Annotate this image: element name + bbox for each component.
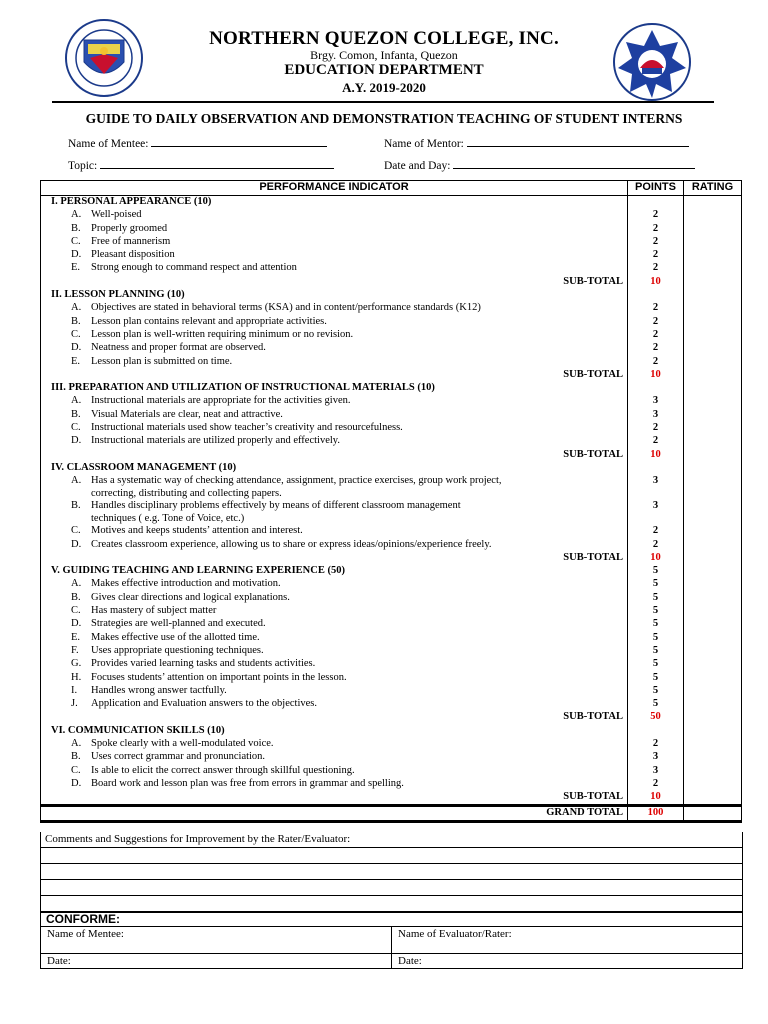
- rating-cell[interactable]: [684, 725, 742, 738]
- table-row: [41, 658, 742, 671]
- indicator-item: [41, 658, 628, 671]
- item-points: 2: [628, 342, 684, 355]
- rating-cell[interactable]: [684, 592, 742, 605]
- item-letter: C.: [71, 525, 81, 537]
- rating-cell[interactable]: [684, 645, 742, 658]
- item-text: Uses correct grammar and pronunciation.: [91, 751, 266, 763]
- table-row: [41, 592, 742, 605]
- mentor-line[interactable]: [467, 136, 689, 147]
- indicator-item: [41, 223, 628, 236]
- college-name: NORTHERN QUEZON COLLEGE, INC.: [209, 28, 559, 49]
- rating-cell[interactable]: [684, 605, 742, 618]
- rating-cell[interactable]: [684, 395, 742, 408]
- item-text-cont: techniques ( e.g. Tone of Voice, etc.): [91, 512, 245, 524]
- item-text: Lesson plan is well-written requiring minimum or no revision.: [91, 328, 354, 340]
- indicator-item: [41, 645, 628, 658]
- item-letter: C.: [71, 422, 81, 434]
- item-letter: C.: [71, 328, 81, 340]
- item-letter: C.: [71, 605, 81, 617]
- item-text: Instructional materials are utilized properly and effectively.: [91, 435, 340, 447]
- subtotal-label: SUB-TOTAL: [41, 449, 628, 462]
- section-row: [41, 382, 742, 395]
- rating-cell[interactable]: [684, 369, 742, 382]
- conforme-date-mentee[interactable]: Date:: [47, 955, 71, 967]
- subtotal-value: 10: [628, 276, 684, 289]
- table-row: [41, 475, 742, 500]
- table-row: [41, 778, 742, 791]
- item-letter: A.: [71, 395, 82, 407]
- mentor-label: Name of Mentor:: [384, 138, 464, 150]
- item-text: Lesson plan is submitted on time.: [91, 355, 233, 367]
- subtotal-row: [41, 369, 742, 382]
- item-points: 3: [628, 500, 684, 525]
- item-letter: F.: [71, 644, 79, 656]
- comment-line[interactable]: [41, 896, 742, 912]
- indicator-item: [41, 395, 628, 408]
- item-points: 2: [628, 422, 684, 435]
- rating-cell[interactable]: [684, 249, 742, 262]
- section-points: [628, 462, 684, 475]
- table-row: [41, 698, 742, 711]
- indicator-item: [41, 316, 628, 329]
- section-points: [628, 382, 684, 395]
- item-letter: D.: [71, 777, 82, 789]
- subtotal-row: [41, 276, 742, 289]
- comment-line[interactable]: [41, 864, 742, 880]
- item-letter: B.: [71, 315, 81, 327]
- indicator-header: PERFORMANCE INDICATOR: [41, 181, 628, 196]
- section-row: [41, 196, 742, 210]
- rating-cell[interactable]: [684, 462, 742, 475]
- section-row: [41, 565, 742, 578]
- rating-cell[interactable]: [684, 356, 742, 369]
- rating-cell[interactable]: [684, 738, 742, 751]
- rating-cell[interactable]: [684, 565, 742, 578]
- item-letter: A.: [71, 578, 82, 590]
- form-title: GUIDE TO DAILY OBSERVATION AND DEMONSTRATION TEACHING OF STUDENT INTERNS: [85, 111, 683, 126]
- item-points: 2: [628, 738, 684, 751]
- rating-cell[interactable]: [684, 276, 742, 289]
- item-letter: D.: [71, 249, 82, 261]
- rating-cell[interactable]: [684, 698, 742, 711]
- item-points: 5: [628, 698, 684, 711]
- item-text: Has a systematic way of checking attendance, assignment, practice exercises, group work project,: [91, 475, 502, 487]
- mentor-field[interactable]: [384, 136, 689, 150]
- date-day-label: Date and Day:: [384, 160, 451, 172]
- item-text: Makes effective introduction and motivation.: [91, 578, 281, 590]
- indicator-item: [41, 422, 628, 435]
- item-points: 2: [628, 778, 684, 791]
- item-text: Provides varied learning tasks and students activities.: [91, 658, 316, 670]
- item-letter: D.: [71, 435, 82, 447]
- indicator-item: [41, 698, 628, 711]
- subtotal-row: [41, 449, 742, 462]
- grand-total-row: [41, 806, 742, 822]
- item-letter: C.: [71, 235, 81, 247]
- section-title: II. LESSON PLANNING (10): [41, 289, 628, 302]
- indicator-item: [41, 738, 628, 751]
- table-row: [41, 685, 742, 698]
- item-letter: B.: [71, 500, 81, 512]
- subtotal-row: [41, 711, 742, 724]
- rating-cell[interactable]: [684, 751, 742, 764]
- indicator-item: [41, 435, 628, 448]
- table-row: [41, 395, 742, 408]
- rating-cell[interactable]: [684, 765, 742, 778]
- indicator-item: [41, 578, 628, 591]
- item-text: Has mastery of subject matter: [91, 605, 217, 617]
- item-letter: H.: [71, 671, 82, 683]
- section-row: [41, 289, 742, 302]
- rating-cell[interactable]: [684, 711, 742, 724]
- item-text: Handles wrong answer tactfully.: [91, 684, 227, 696]
- indicator-item: [41, 539, 628, 552]
- header-divider: [52, 101, 714, 103]
- item-points: 5: [628, 685, 684, 698]
- item-text: Motives and keeps students’ attention and interest.: [91, 525, 303, 537]
- item-letter: I.: [71, 684, 78, 696]
- item-letter: C.: [71, 764, 81, 776]
- item-letter: B.: [71, 222, 81, 234]
- table-row: [41, 236, 742, 249]
- indicator-item: [41, 209, 628, 222]
- rating-cell[interactable]: [684, 778, 742, 791]
- subtotal-value: 10: [628, 449, 684, 462]
- item-letter: A.: [71, 302, 82, 314]
- table-row: [41, 249, 742, 262]
- item-text: Focuses students’ attention on important points in the lesson.: [91, 671, 347, 683]
- department-name: EDUCATION DEPARTMENT: [284, 62, 484, 78]
- conforme-section: [40, 911, 743, 969]
- table-row: [41, 751, 742, 764]
- indicator-item: [41, 618, 628, 631]
- table-row: [41, 302, 742, 315]
- item-text: Board work and lesson plan was free from errors in grammar and spelling.: [91, 777, 404, 789]
- rating-cell[interactable]: [684, 329, 742, 342]
- table-row: [41, 262, 742, 275]
- academic-year: A.Y. 2019-2020: [342, 80, 426, 95]
- item-points: 2: [628, 329, 684, 342]
- item-letter: G.: [71, 658, 82, 670]
- section-title: V. GUIDING TEACHING AND LEARNING EXPERIENCE (50): [41, 565, 628, 578]
- item-points: 3: [628, 765, 684, 778]
- item-text: Strategies are well-planned and executed.: [91, 618, 266, 630]
- rating-cell[interactable]: [684, 196, 742, 210]
- item-points: 3: [628, 395, 684, 408]
- item-points: 2: [628, 302, 684, 315]
- item-points: 2: [628, 539, 684, 552]
- indicator-item: [41, 778, 628, 791]
- table-row: [41, 316, 742, 329]
- indicator-item: [41, 262, 628, 275]
- item-text: Spoke clearly with a well-modulated voice.: [91, 737, 274, 749]
- mentee-line[interactable]: [151, 136, 327, 147]
- indicator-item: [41, 500, 628, 525]
- item-letter: E.: [71, 631, 81, 643]
- item-text: Pleasant disposition: [91, 249, 175, 261]
- indicator-item: [41, 765, 628, 778]
- topic-field[interactable]: [68, 158, 334, 172]
- item-text: Application and Evaluation answers to the objectives.: [91, 698, 317, 710]
- item-letter: E.: [71, 262, 81, 274]
- conforme-mentee[interactable]: Name of Mentee:: [41, 927, 391, 954]
- item-points: 2: [628, 316, 684, 329]
- rating-cell[interactable]: [684, 289, 742, 302]
- rating-cell[interactable]: [684, 262, 742, 275]
- indicator-item: [41, 525, 628, 538]
- item-text: Objectives are stated in behavioral terms (KSA) and in content/performance standards (K12): [91, 302, 481, 314]
- rating-cell[interactable]: [684, 475, 742, 500]
- topic-label: Topic:: [68, 160, 98, 172]
- indicator-item: [41, 236, 628, 249]
- rating-cell[interactable]: [684, 685, 742, 698]
- item-text: Creates classroom experience, allowing us to share or express ideas/opinions/experience freely.: [91, 538, 492, 550]
- comments-label: Comments and Suggestions for Improvement by the Rater/Evaluator:: [41, 832, 742, 848]
- indicator-item: [41, 329, 628, 342]
- item-points: 2: [628, 236, 684, 249]
- rating-cell[interactable]: [684, 539, 742, 552]
- section-title: I. PERSONAL APPEARANCE (10): [41, 196, 628, 210]
- rating-cell[interactable]: [684, 791, 742, 806]
- rating-cell[interactable]: [684, 316, 742, 329]
- section-title: VI. COMMUNICATION SKILLS (10): [41, 725, 628, 738]
- grand-total-value: 100: [628, 806, 684, 822]
- rating-cell[interactable]: [684, 552, 742, 565]
- section-points: 5: [628, 565, 684, 578]
- table-row: [41, 525, 742, 538]
- subtotal-value: 10: [628, 552, 684, 565]
- rating-cell[interactable]: [684, 632, 742, 645]
- item-letter: B.: [71, 408, 81, 420]
- evaluation-table: [40, 180, 742, 823]
- mentee-field[interactable]: [68, 136, 327, 150]
- rating-cell[interactable]: [684, 618, 742, 631]
- rating-cell[interactable]: [684, 449, 742, 462]
- indicator-item: [41, 409, 628, 422]
- indicator-item: [41, 356, 628, 369]
- item-text-cont: correcting, distributing and collecting papers.: [91, 487, 282, 499]
- indicator-item: [41, 592, 628, 605]
- table-row: [41, 223, 742, 236]
- subtotal-row: [41, 552, 742, 565]
- item-letter: A.: [71, 475, 82, 487]
- item-points: 5: [628, 605, 684, 618]
- table-row: [41, 618, 742, 631]
- section-row: [41, 462, 742, 475]
- table-row: [41, 632, 742, 645]
- table-row: [41, 356, 742, 369]
- item-text: Strong enough to command respect and attention: [91, 262, 297, 274]
- item-points: 3: [628, 751, 684, 764]
- item-text: Instructional materials are appropriate for the activities given.: [91, 395, 351, 407]
- subtotal-row: [41, 791, 742, 806]
- conforme-title: CONFORME:: [41, 912, 742, 927]
- conforme-date-evaluator[interactable]: Date:: [391, 954, 742, 968]
- rating-cell[interactable]: [684, 236, 742, 249]
- topic-line[interactable]: [100, 158, 334, 169]
- rating-cell[interactable]: [684, 223, 742, 236]
- rating-cell[interactable]: [684, 500, 742, 525]
- subtotal-label: SUB-TOTAL: [41, 711, 628, 724]
- subtotal-value: 50: [628, 711, 684, 724]
- table-row: [41, 422, 742, 435]
- date-day-line[interactable]: [453, 158, 695, 169]
- item-points: 2: [628, 249, 684, 262]
- item-points: 5: [628, 592, 684, 605]
- subtotal-label: SUB-TOTAL: [41, 552, 628, 565]
- item-points: 2: [628, 525, 684, 538]
- rating-cell[interactable]: [684, 435, 742, 448]
- subtotal-value: 10: [628, 791, 684, 806]
- item-text: Well-poised: [91, 209, 142, 221]
- item-text: Makes effective use of the allotted time.: [91, 631, 260, 643]
- table-row: [41, 539, 742, 552]
- indicator-item: [41, 751, 628, 764]
- item-text: Properly groomed: [91, 222, 168, 234]
- item-letter: A.: [71, 737, 82, 749]
- conforme-evaluator[interactable]: Name of Evaluator/Rater:: [391, 927, 742, 954]
- subtotal-value: 10: [628, 369, 684, 382]
- item-text: Handles disciplinary problems effectively by means of different classroom management: [91, 500, 461, 512]
- rating-cell[interactable]: [684, 302, 742, 315]
- item-letter: E.: [71, 355, 81, 367]
- rating-cell[interactable]: [684, 422, 742, 435]
- item-points: 2: [628, 209, 684, 222]
- item-points: 2: [628, 223, 684, 236]
- rating-cell[interactable]: [684, 342, 742, 355]
- college-address: Brgy. Comon, Infanta, Quezon: [310, 48, 458, 62]
- comments-section: [40, 832, 743, 913]
- grand-total-rating[interactable]: [684, 806, 742, 822]
- rating-cell[interactable]: [684, 672, 742, 685]
- indicator-item: [41, 302, 628, 315]
- item-points: 2: [628, 262, 684, 275]
- mentee-label: Name of Mentee:: [68, 138, 149, 150]
- item-letter: D.: [71, 618, 82, 630]
- section-points: [628, 725, 684, 738]
- rating-cell[interactable]: [684, 525, 742, 538]
- date-day-field[interactable]: [384, 158, 695, 172]
- table-row: [41, 500, 742, 525]
- table-row: [41, 765, 742, 778]
- item-text: Visual Materials are clear, neat and attractive.: [91, 408, 283, 420]
- rating-cell[interactable]: [684, 658, 742, 671]
- indicator-item: [41, 685, 628, 698]
- section-title: III. PREPARATION AND UTILIZATION OF INSTRUCTIONAL MATERIALS (10): [41, 382, 628, 395]
- points-header: POINTS: [628, 181, 684, 196]
- rating-cell[interactable]: [684, 409, 742, 422]
- item-text: Uses appropriate questioning techniques.: [91, 644, 264, 656]
- table-header-row: [41, 181, 742, 196]
- rating-cell[interactable]: [684, 578, 742, 591]
- item-text: Instructional materials used show teacher’s creativity and resourcefulness.: [91, 422, 403, 434]
- item-text: Gives clear directions and logical explanations.: [91, 591, 290, 603]
- item-letter: D.: [71, 342, 82, 354]
- table-row: [41, 329, 742, 342]
- rating-cell[interactable]: [684, 209, 742, 222]
- table-row: [41, 645, 742, 658]
- item-points: 3: [628, 409, 684, 422]
- rating-header: RATING: [684, 181, 742, 196]
- item-text: Is able to elicit the correct answer through skillful questioning.: [91, 764, 355, 776]
- indicator-item: [41, 249, 628, 262]
- subtotal-label: SUB-TOTAL: [41, 276, 628, 289]
- comment-line[interactable]: [41, 880, 742, 896]
- indicator-item: [41, 672, 628, 685]
- indicator-item: [41, 342, 628, 355]
- item-letter: A.: [71, 209, 82, 221]
- indicator-item: [41, 475, 628, 500]
- item-points: 3: [628, 475, 684, 500]
- indicator-item: [41, 632, 628, 645]
- section-title: IV. CLASSROOM MANAGEMENT (10): [41, 462, 628, 475]
- table-row: [41, 605, 742, 618]
- item-points: 5: [628, 632, 684, 645]
- item-letter: D.: [71, 538, 82, 550]
- item-points: 2: [628, 356, 684, 369]
- comment-line[interactable]: [41, 848, 742, 864]
- item-points: 5: [628, 618, 684, 631]
- section-row: [41, 725, 742, 738]
- section-points: [628, 196, 684, 210]
- table-row: [41, 342, 742, 355]
- table-row: [41, 409, 742, 422]
- table-row: [41, 738, 742, 751]
- rating-cell[interactable]: [684, 382, 742, 395]
- item-points: 5: [628, 672, 684, 685]
- item-text: Lesson plan contains relevant and appropriate activities.: [91, 315, 327, 327]
- item-points: 5: [628, 645, 684, 658]
- item-letter: B.: [71, 591, 81, 603]
- item-letter: B.: [71, 751, 81, 763]
- subtotal-label: SUB-TOTAL: [41, 369, 628, 382]
- item-points: 5: [628, 578, 684, 591]
- indicator-item: [41, 605, 628, 618]
- item-letter: J.: [71, 698, 78, 710]
- table-row: [41, 578, 742, 591]
- table-row: [41, 209, 742, 222]
- grand-total-label: GRAND TOTAL: [41, 806, 628, 822]
- subtotal-label: SUB-TOTAL: [41, 791, 628, 806]
- item-points: 5: [628, 658, 684, 671]
- item-text: Free of mannerism: [91, 235, 171, 247]
- table-row: [41, 672, 742, 685]
- item-text: Neatness and proper format are observed.: [91, 342, 266, 354]
- item-points: 2: [628, 435, 684, 448]
- table-row: [41, 435, 742, 448]
- section-points: [628, 289, 684, 302]
